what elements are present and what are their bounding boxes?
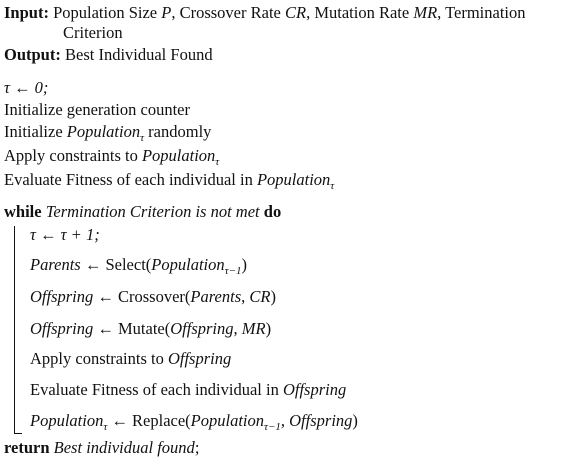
crossover-call: Crossover( [118, 287, 191, 306]
tau-increment-line [30, 224, 100, 246]
output-text: Best Individual Found [64, 45, 213, 64]
population-init-pre: Initialize [4, 122, 63, 141]
while-block-foot [14, 433, 22, 434]
crossover-line [30, 286, 276, 308]
population-subscript: τ−1 [264, 421, 281, 433]
input-line [4, 2, 526, 24]
select-call: Select( [105, 255, 152, 274]
population-term: Population [256, 170, 331, 189]
population-term: Population [141, 146, 216, 165]
population-init-line [4, 121, 211, 143]
population-term: Population [66, 122, 141, 141]
assign-arrow: ← [111, 411, 128, 430]
return-semicolon: ; [194, 438, 200, 457]
do-keyword: do [263, 202, 282, 221]
return-line [4, 437, 199, 459]
output-label: Output: [4, 45, 61, 64]
mr-arg: MR [241, 319, 266, 338]
comma: , [233, 319, 238, 338]
input-param-mr: MR [413, 3, 438, 22]
output-line [4, 44, 213, 66]
population-init-post: randomly [148, 122, 212, 141]
counter-init-text: Initialize generation counter [4, 100, 190, 119]
close-paren: ) [265, 319, 272, 338]
close-paren: ) [270, 287, 276, 306]
input-param-cr: CR [285, 3, 307, 22]
input-text-5: Criterion [63, 23, 123, 42]
constraints-init-pre: Apply constraints to [4, 146, 138, 165]
offspring-term: Offspring [282, 380, 347, 399]
assign-arrow: ← [97, 319, 114, 338]
population-term: Population [151, 255, 225, 274]
while-line [4, 201, 281, 223]
while-keyword: while [4, 202, 42, 221]
replace-call: Replace( [132, 411, 191, 430]
comma: , [280, 411, 286, 430]
replace-line [30, 410, 358, 432]
input-text-1: Population Size [53, 3, 158, 22]
close-paren: ) [241, 255, 247, 274]
close-paren: ) [352, 411, 358, 430]
return-keyword: return [4, 438, 50, 457]
evaluate-init-line [4, 169, 334, 191]
mutate-call: Mutate( [118, 319, 171, 338]
parents-var: Parents [30, 255, 81, 274]
input-text-2: , Crossover Rate [171, 3, 281, 22]
while-condition: Termination Criterion is not met [45, 202, 260, 221]
offspring-arg: Offspring [170, 319, 234, 338]
offspring-arg: Offspring [289, 411, 353, 430]
evaluate-loop-pre: Evaluate Fitness of each individual in [30, 380, 279, 399]
population-subscript: τ [215, 156, 220, 168]
evaluate-init-pre: Evaluate Fitness of each individual in [4, 170, 253, 189]
population-subscript: τ−1 [224, 265, 242, 277]
tau-increment: τ ← τ + 1; [30, 225, 100, 244]
return-text: Best individual found [53, 438, 195, 457]
constraints-loop-pre: Apply constraints to [30, 349, 164, 368]
select-line [30, 254, 247, 276]
population-subscript: τ [330, 180, 335, 192]
input-line-continued [63, 22, 123, 44]
offspring-var: Offspring [30, 319, 94, 338]
offspring-term: Offspring [167, 349, 232, 368]
tau-init-line [4, 77, 48, 99]
counter-init-line [4, 99, 190, 121]
input-text-3: , Mutation Rate [306, 3, 410, 22]
parents-arg: Parents [190, 287, 242, 306]
input-text-4: , Termination [437, 3, 526, 22]
offspring-var: Offspring [30, 287, 94, 306]
constraints-init-line [4, 145, 219, 167]
population-subscript: τ [103, 421, 108, 433]
evaluate-loop-line [30, 379, 346, 401]
assign-arrow: ← [84, 255, 102, 274]
cr-arg: CR [249, 287, 271, 306]
assign-arrow: ← [97, 287, 114, 306]
population-var: Population [30, 411, 104, 430]
comma: , [241, 287, 246, 306]
population-arg: Population [190, 411, 265, 430]
input-label: Input: [4, 3, 49, 22]
mutate-line [30, 318, 271, 340]
input-param-p: P [161, 3, 172, 22]
constraints-loop-line [30, 348, 231, 370]
tau-assign: τ ← 0; [4, 78, 49, 97]
while-block-bar [14, 226, 15, 434]
population-subscript: τ [140, 132, 145, 144]
